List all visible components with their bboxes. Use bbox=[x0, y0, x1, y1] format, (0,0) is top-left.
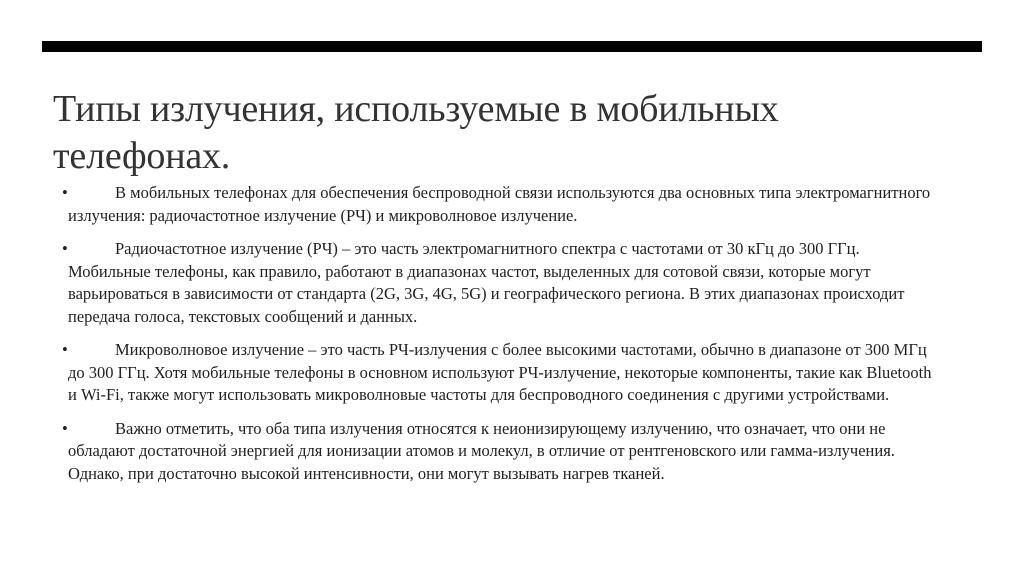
bullet-paragraph bbox=[62, 418, 968, 486]
text-line: Мобильные телефоны, как правило, работают в диапазонах частот, выделенных для сотовой связи, которые могут bbox=[68, 261, 871, 281]
bullet-paragraph bbox=[62, 238, 968, 328]
bullet-paragraph bbox=[62, 339, 968, 407]
bullet-icon: • bbox=[62, 418, 68, 438]
text-line: В мобильных телефонах для обеспечения беспроводной связи используются два основных типа электромагнитного bbox=[115, 183, 931, 202]
slide-body bbox=[62, 182, 968, 496]
text-line: обладают достаточной энергией для ионизации атомов и молекул, в отличие от рентгеновского или гамма-излучения. bbox=[68, 441, 895, 460]
text-line: и Wi-Fi, также могут использовать микроволновые частоты для беспроводного соединения с другими устройствами. bbox=[68, 385, 890, 404]
title-line: Типы излучения, используемые в мобильных bbox=[53, 88, 779, 130]
bullet-icon: • bbox=[62, 239, 68, 258]
title-line: телефонах. bbox=[53, 135, 231, 177]
bullet-paragraph bbox=[62, 182, 968, 227]
slide-title bbox=[53, 86, 779, 180]
text-line: варьироваться в зависимости от стандарта (2G, 3G, 4G, 5G) и географического региона. В этих диапазонах происходит bbox=[68, 284, 905, 303]
text-line: передача голоса, текстовых сообщений и данных. bbox=[68, 306, 418, 326]
text-line: Радиочастотное излучение (РЧ) – это часть электромагнитного спектра с частотами от 30 кГц до 300 ГГц. bbox=[115, 239, 860, 258]
text-line: до 300 ГГц. Хотя мобильные телефоны в основном используют РЧ-излучение, некоторые компоненты, такие как Bluetooth bbox=[68, 362, 932, 382]
bullet-icon: • bbox=[62, 183, 68, 202]
text-line: Важно отметить, что оба типа излучения относятся к неионизирующему излучению, что означает, что они не bbox=[115, 418, 886, 438]
header-bar bbox=[42, 41, 982, 52]
text-line: излучения: радиочастотное излучение (РЧ) и микроволновое излучение. bbox=[68, 205, 578, 225]
bullet-icon: • bbox=[62, 340, 68, 359]
text-line: Микроволновое излучение – это часть РЧ-излучения с более высокими частотами, обычно в диапазоне от 300 МГц bbox=[115, 340, 927, 359]
text-line: Однако, при достаточно высокой интенсивности, они могут вызывать нагрев тканей. bbox=[68, 463, 665, 483]
